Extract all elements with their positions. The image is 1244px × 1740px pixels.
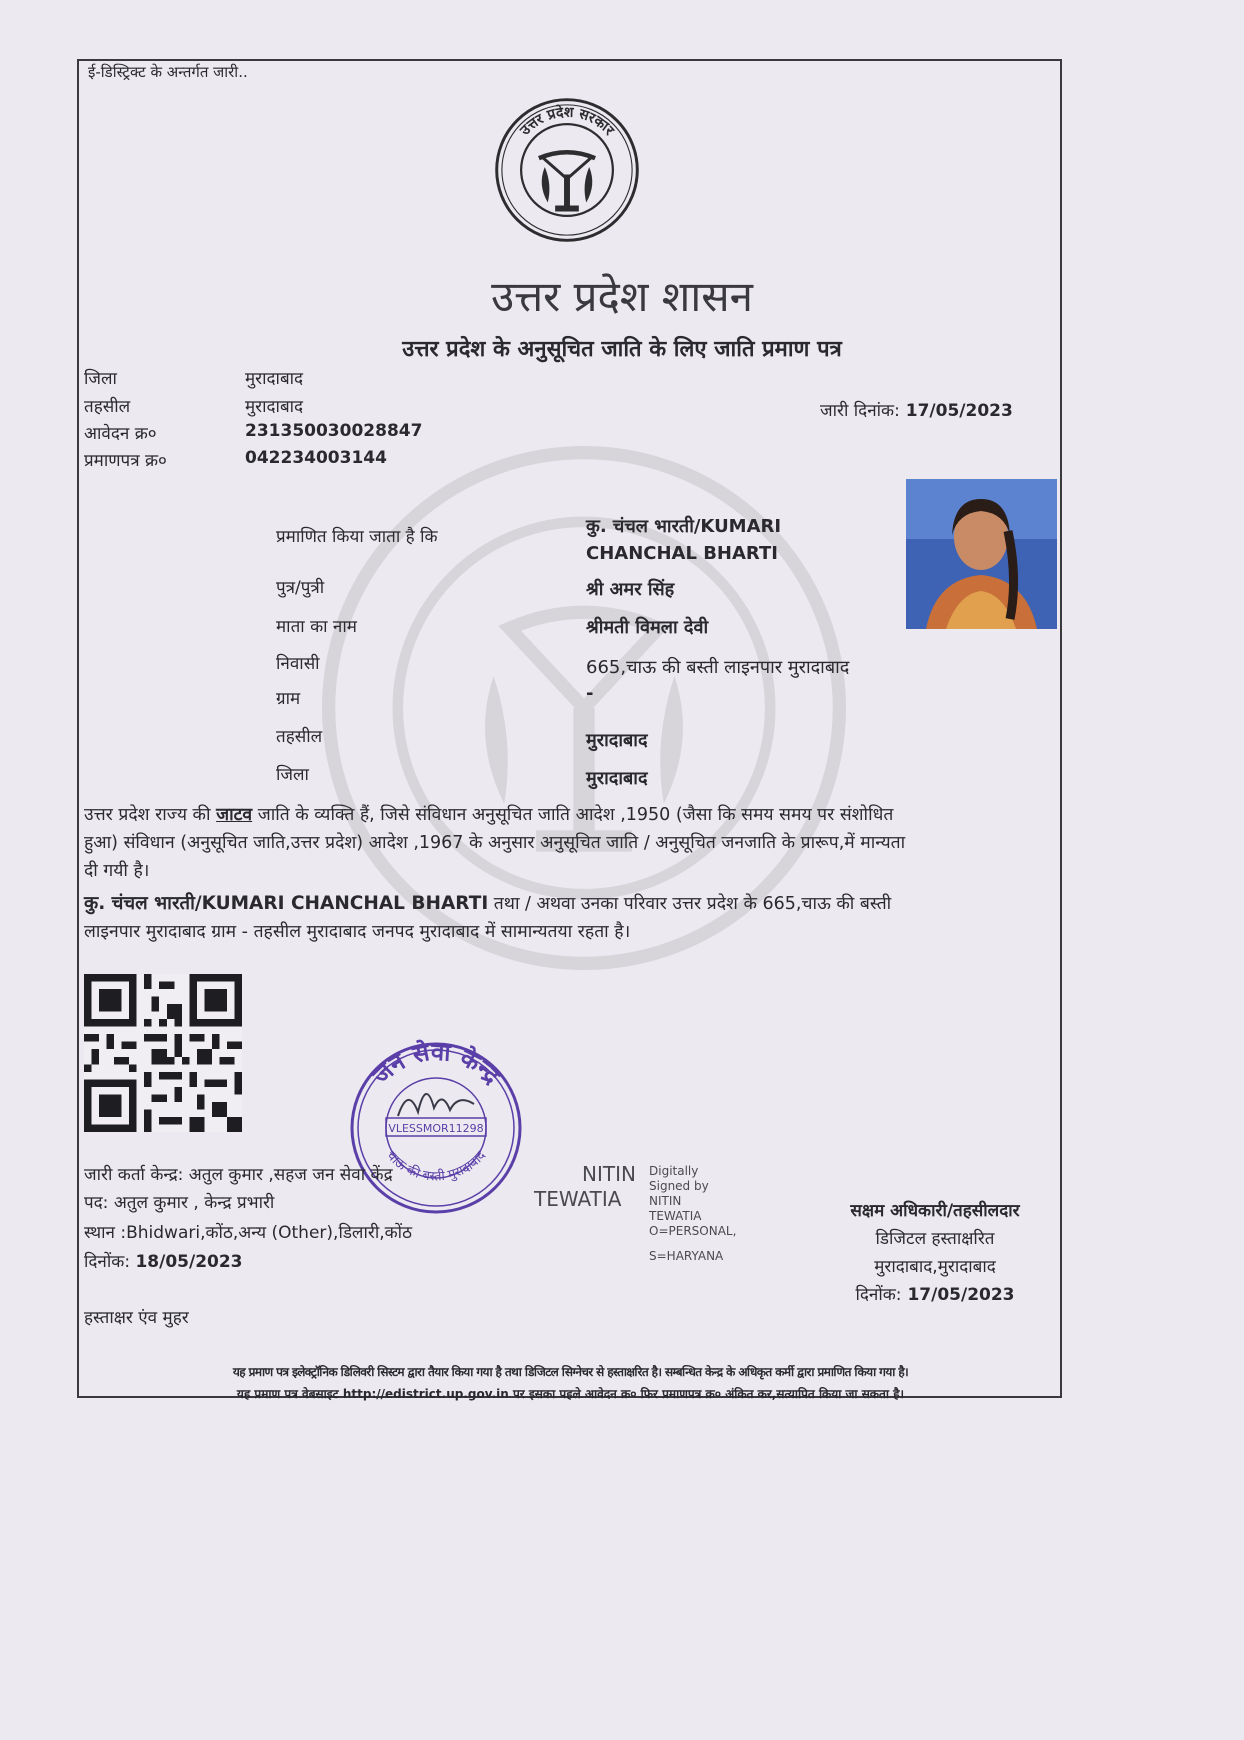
statement-applicant-name: कु. चंचल भारती/KUMARI CHANCHAL BHARTI <box>84 893 489 914</box>
resident-label: निवासी <box>276 654 320 674</box>
applicant-name-line2: CHANCHAL BHARTI <box>586 543 778 564</box>
qr-code <box>84 974 242 1132</box>
authority-date-label: दिनोंक: <box>855 1285 902 1305</box>
body-tehsil-value: मुरादाबाद <box>586 730 648 751</box>
mother-name: श्रीमती विमला देवी <box>586 617 709 638</box>
village-label: ग्राम <box>276 689 301 709</box>
up-govt-emblem <box>493 96 641 244</box>
father-name: श्री अमर सिंह <box>586 579 675 600</box>
svg-text:VLESSMOR11298: VLESSMOR11298 <box>388 1122 484 1135</box>
issuer-date-label: दिनोंक: <box>84 1252 131 1272</box>
statement-prefix: उत्तर प्रदेश राज्य की <box>84 805 217 825</box>
jan-seva-kendra-stamp <box>346 1038 526 1218</box>
body-tehsil-label: तहसील <box>276 727 323 747</box>
signature-detail: S=HARYANA <box>649 1249 724 1263</box>
issuer-date <box>84 1249 243 1272</box>
signature-detail: Digitally Signed by <box>649 1164 709 1193</box>
authority-location: मुरादाबाद,मुरादाबाद <box>874 1257 996 1277</box>
body-district-label: जिला <box>276 765 309 785</box>
signature-seal-label: हस्ताक्षर एंव मुहर <box>84 1308 189 1328</box>
statement-line2: हुआ) संविधान (अनुसूचित जाति,उत्तर प्रदेश) आदेश ,1967 के अनुसार अनुसूचित जाति / अनुसूचित जनजाति के प्रारूप,में मान्यता <box>84 833 906 853</box>
village-value: - <box>586 683 594 704</box>
issuer-date-value: 18/05/2023 <box>135 1252 243 1272</box>
signature-detail: NITIN TEWATIA <box>649 1194 702 1223</box>
district-value: मुरादाबाद <box>245 369 304 389</box>
son-daughter-label: पुत्र/पुत्री <box>276 578 325 598</box>
certified-label: प्रमाणित किया जाता है कि <box>276 527 438 547</box>
issue-date <box>820 398 1013 421</box>
applicant-photo <box>906 479 1057 629</box>
body-district-value: मुरादाबाद <box>586 768 648 789</box>
svg-text:उत्तर प्रदेश सरकार: उत्तर प्रदेश सरकार <box>517 104 617 139</box>
mother-label: माता का नाम <box>276 617 357 637</box>
statement-line1: जाति के व्यक्ति हैं, जिसे संविधान अनुसूचित जाति आदेश ,1950 (जैसा कि समय समय पर संशोधित <box>252 805 894 825</box>
e-district-note: ई-डिस्ट्रिक्ट के अन्तर्गत जारी.. <box>88 63 248 81</box>
authority-date-value: 17/05/2023 <box>907 1285 1015 1305</box>
issue-date-label: जारी दिनांक: <box>820 401 900 421</box>
issue-date-value: 17/05/2023 <box>905 401 1013 421</box>
signer-name-line1: NITIN <box>582 1162 636 1186</box>
document-title: उत्तर प्रदेश शासन <box>491 272 753 321</box>
application-no-label: आवेदन क्र० <box>84 424 157 444</box>
authority-title: सक्षम अधिकारी/तहसीलदार <box>850 1201 1020 1221</box>
footer-line2: यह प्रमाण पत्र वेबसाइट http://edistrict.up.gov.in पर इसका पहले आवेदन क्र० फिर प्रमाणपत्र क्र० अंकित कर,सत्यापित किया जा सकता है। <box>236 1387 905 1401</box>
svg-text:जन सेवा केन्द्र: जन सेवा केन्द्र <box>366 1038 506 1090</box>
application-no-value: 231350030028847 <box>245 421 423 441</box>
tehsil-value: मुरादाबाद <box>245 397 304 417</box>
caste-statement <box>84 801 1056 885</box>
caste-name: जाटव <box>216 805 253 825</box>
residence-statement <box>84 890 1056 946</box>
issuer-location: स्थान :Bhidwari,कोंठ,अन्य (Other),डिलारी,कोंठ <box>84 1223 412 1243</box>
signature-details <box>649 1164 736 1264</box>
signer-name-line2: TEWATIA <box>534 1187 622 1211</box>
statement-line3: दी गयी है। <box>84 861 150 881</box>
certificate-no-value: 042234003144 <box>245 448 387 468</box>
tehsil-label: तहसील <box>84 397 131 417</box>
residence-line1: तथा / अथवा उनका परिवार उत्तर प्रदेश के 665,चाऊ की बस्ती <box>488 894 892 914</box>
resident-address: 665,चाऊ की बस्ती लाइनपार मुरादाबाद <box>586 657 850 678</box>
issuer-designation: पद: अतुल कुमार , केन्द्र प्रभारी <box>84 1193 275 1213</box>
authority-digital: डिजिटल हस्ताक्षरित <box>875 1229 995 1249</box>
residence-line2: लाइनपार मुरादाबाद ग्राम - तहसील मुरादाबाद जनपद मुरादाबाद में सामान्यतया रहता है। <box>84 922 631 942</box>
signature-detail: O=PERSONAL, <box>649 1224 737 1238</box>
certificate-no-label: प्रमाणपत्र क्र० <box>84 451 167 471</box>
svg-text:चाऊ की बस्ती मुरादाबाद: चाऊ की बस्ती मुरादाबाद <box>383 1148 489 1185</box>
applicant-name-line1: कु. चंचल भारती/KUMARI <box>586 516 782 537</box>
district-label: जिला <box>84 369 117 389</box>
footer-line1: यह प्रमाण पत्र इलेक्ट्रॉनिक डिलिवरी सिस्टम द्वारा तैयार किया गया है तथा डिजिटल सिग्नेचर से हस्ताक्षरित है। सम्बन्धित केन्द्र के अधिकृत कर्मी द्वारा प्रमाणित किया गया है। <box>232 1365 909 1379</box>
document-subtitle: उत्तर प्रदेश के अनुसूचित जाति के लिए जाति प्रमाण पत्र <box>402 337 842 362</box>
issuing-centre: जारी कर्ता केन्द्र: अतुल कुमार ,सहज जन सेवा केंद्र <box>84 1165 393 1185</box>
authority-date <box>790 1282 1080 1305</box>
